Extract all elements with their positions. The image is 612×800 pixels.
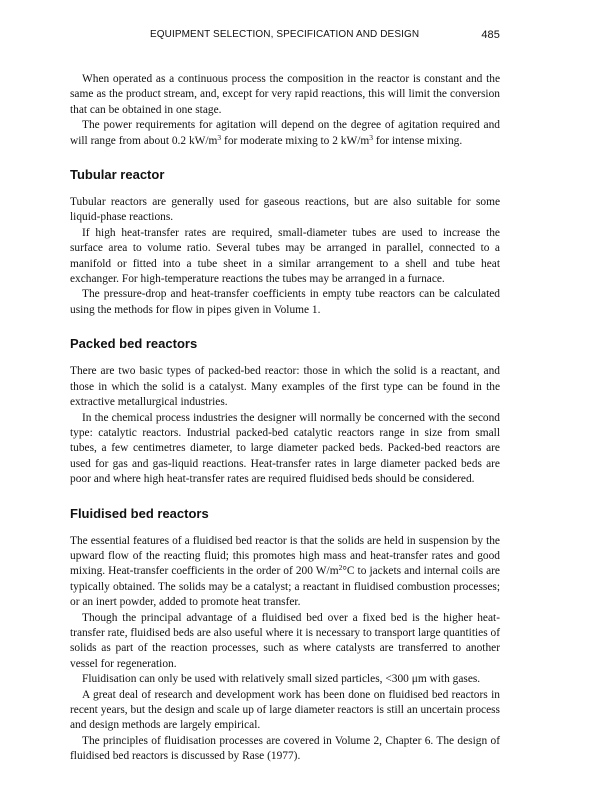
intro-p2-text-c: for intense mixing. bbox=[372, 134, 463, 147]
intro-paragraph-2 bbox=[70, 118, 500, 149]
intro-paragraph-1: When operated as a continuous process the composition in the reactor is constant and the same as the product stream, and, except for very rapid reactions, this will limit the conversion that can be obtained in one stage. bbox=[70, 73, 500, 116]
body-text bbox=[70, 72, 500, 765]
superscript: 3 bbox=[217, 132, 222, 142]
section-heading-tubular: Tubular reactor bbox=[70, 167, 165, 183]
packed-paragraph-1: There are two basic types of packed-bed reactor: those in which the solid is a reactant, and those in which the solid is a catalyst. Many examples of the first type can be found in the extractive metallurgical industries. bbox=[70, 365, 500, 409]
superscript: 3 bbox=[369, 132, 373, 142]
fluidised-paragraph-2: Though the principal advantage of a fluidised bed over a fixed bed is the higher heat-transfer rate, fluidised beds are also useful where it is necessary to transport large quantities of solids as part of the reaction processes, such as where catalysts are transferred to another vessel for regeneration. bbox=[70, 611, 500, 670]
fluidised-paragraph-5: The principles of fluidisation processes are covered in Volume 2, Chapter 6. The design of fluidised bed reactors is discussed by Rase (1977). bbox=[70, 734, 500, 763]
tubular-paragraph-2: If high heat-transfer rates are required, small-diameter tubes are used to increase the surface area to volume ratio. Several tubes may be arranged in parallel, connected to a manifold or fitted into a tube sheet in a similar arrangement to a shell and tube heat exchanger. For high-temperature reactions the tubes may be arranged in a furnace. bbox=[70, 226, 500, 286]
section-heading-packed-bed: Packed bed reactors bbox=[70, 336, 198, 352]
page-number: 485 bbox=[481, 29, 500, 41]
intro-p2-text-a: The power requirements for agitation will depend on the degree of agitation required and will range from about 0.2 kW/m bbox=[70, 119, 500, 147]
superscript: 2 bbox=[338, 563, 343, 573]
fluidised-p1-text-b: °C to jackets and internal coils are typically obtained. The solids may be a catalyst; a reactant in fluidised combustion processes; or an inert powder, added to promote heat transfer. bbox=[70, 565, 500, 609]
tubular-paragraph-1: Tubular reactors are generally used for gaseous reactions, but are also suitable for some liquid-phase reactions. bbox=[70, 196, 500, 224]
running-title: EQUIPMENT SELECTION, SPECIFICATION AND DESIGN bbox=[150, 29, 420, 40]
fluidised-paragraph-1 bbox=[70, 534, 500, 611]
section-heading-fluidised-bed: Fluidised bed reactors bbox=[70, 505, 209, 521]
tubular-paragraph-3: The pressure-drop and heat-transfer coefficients in empty tube reactors can be calculated using the methods for flow in pipes given in Volume 1. bbox=[70, 288, 500, 316]
packed-paragraph-2: In the chemical process industries the designer will normally be concerned with the second type: catalytic reactors. Industrial packed-bed catalytic reactors range in size from small tubes, a few centimetres diameter, to large diameter packed beds. Packed-bed reactors are used for gas and gas-liquid reactions. Heat-transfer rates in large diameter packed beds are poor and where high heat-transfer rates are required fluidised beds should be considered. bbox=[70, 411, 500, 486]
intro-p2-text-b: for moderate mixing to 2 kW/m bbox=[221, 134, 370, 147]
fluidised-p1-text-a: The essential features of a fluidised bed reactor is that the solids are held in suspension by the upward flow of the reacting fluid; this promotes high mass and heat-transfer rates and good mixing. Heat-transfer coefficients in the order of 200 W/m bbox=[70, 534, 500, 578]
fluidised-paragraph-3: Fluidisation can only be used with relatively small sized particles, <300 μm with gases. bbox=[82, 673, 481, 686]
fluidised-paragraph-4: A great deal of research and development work has been done on fluidised bed reactors in recent years, but the design and scale up of large diameter reactors is still an uncertain process and design methods are largely empirical. bbox=[70, 688, 500, 732]
